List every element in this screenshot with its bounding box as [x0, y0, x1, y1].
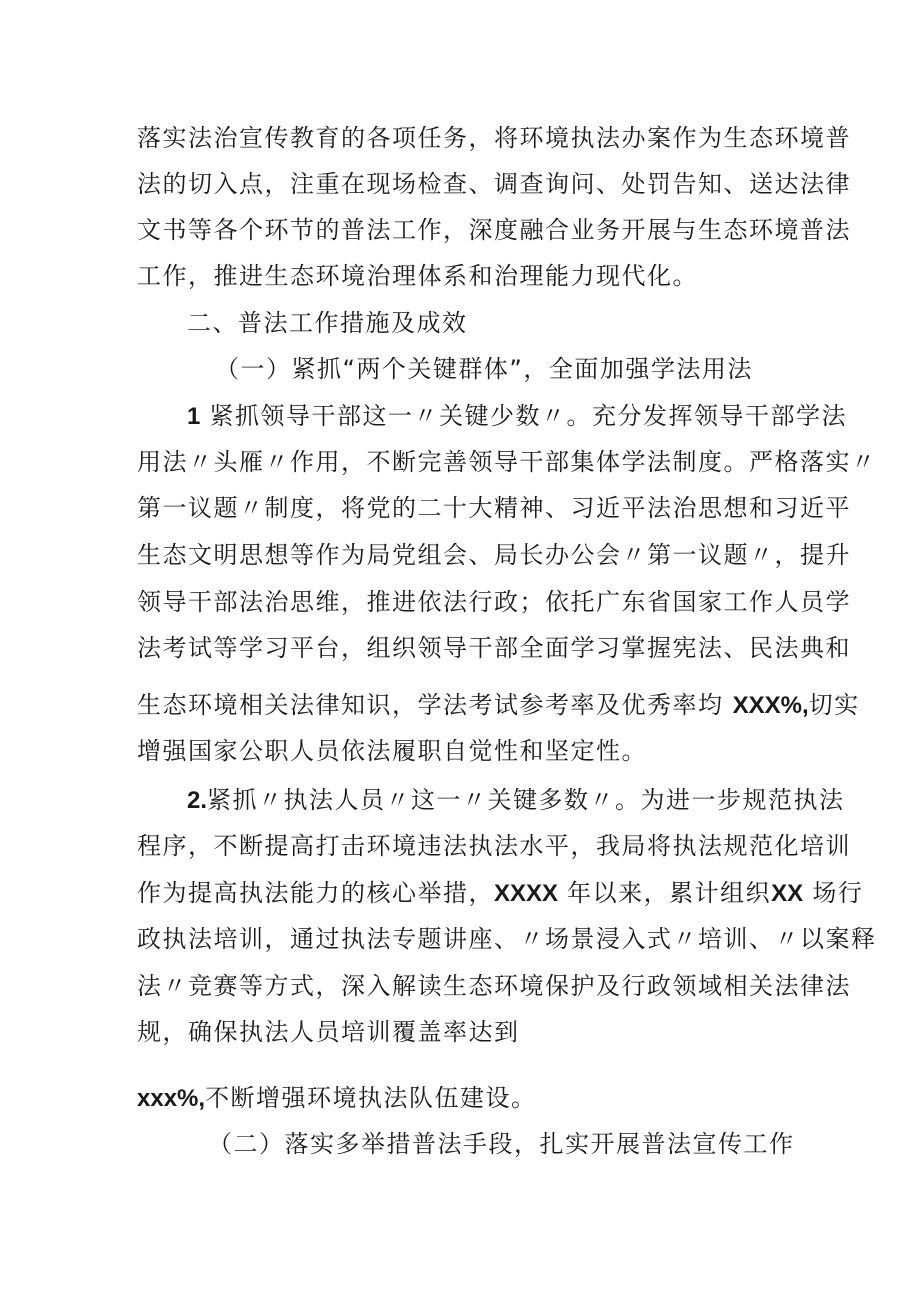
paragraph-line: 生态文明思想等作为局党组会、局长办公会〃第一议题〃，提升 — [137, 541, 851, 569]
item-2-line — [187, 784, 845, 817]
subsection-heading: （二）落实多举措普法手段，扎实开展普法宣传工作 — [208, 1130, 795, 1158]
paragraph-line: 第一议题〃制度，将党的二十大精神、习近平法治思想和习近平 — [137, 494, 851, 522]
paragraph-text: 年以来，累计组织 — [567, 879, 772, 907]
paragraph-line: 增强国家公职人员依法履职自觉性和坚定性。 — [137, 737, 647, 765]
paragraph-line: 法〃竞赛等方式，深入解读生态环境保护及行政领域相关法律法 — [137, 972, 851, 1000]
paragraph-line: 法的切入点，注重在现场检查、调查询问、处罚告知、送达法律 — [137, 170, 851, 198]
paragraph-line: 用法〃头雁〃作用，不断完善领导干部集体学法制度。严格落实〃 — [137, 448, 877, 476]
paragraph-text: 不断增强环境执法队伍建设。 — [205, 1084, 537, 1112]
rate-value: XXX%, — [732, 692, 809, 719]
year-value: XXXX — [494, 880, 559, 907]
section-heading: 二、普法工作措施及成效 — [187, 309, 468, 337]
paragraph-line — [137, 689, 860, 722]
paragraph-text: 场行 — [812, 879, 864, 907]
subsection-heading: （一）紧抓“两个关键群体”，全面加强学法用法 — [215, 355, 753, 383]
item-1-line — [187, 400, 847, 433]
paragraph-line: 落实法治宣传教育的各项任务，将环境执法办案作为生态环境普 — [137, 124, 851, 152]
paragraph-text: 作为提高执法能力的核心举措， — [137, 879, 494, 907]
paragraph-line — [137, 1082, 537, 1115]
item-number: 1 — [187, 403, 201, 430]
item-text: 紧抓〃执法人员〃这一〃关键多数〃。为进一步规范执法 — [207, 786, 845, 814]
rate-value: xxx%, — [137, 1085, 206, 1112]
paragraph-line: 政执法培训，通过执法专题讲座、〃场景浸入式〃培训、〃以案释 — [137, 925, 877, 953]
paragraph-line — [137, 877, 863, 910]
item-text: 紧抓领导干部这一〃关键少数〃。充分发挥领导干部学法 — [209, 402, 847, 430]
paragraph-line: 程序，不断提高打击环境违法执法水平，我局将执法规范化培训 — [137, 832, 851, 860]
paragraph-line: 领导干部法治思维，推进依法行政；依托广东省国家工作人员学 — [137, 588, 851, 616]
paragraph-line: 文书等各个环节的普法工作，深度融合业务开展与生态环境普法 — [137, 216, 851, 244]
paragraph-line: 法考试等学习平台，组织领导干部全面学习掌握宪法、民法典和 — [137, 634, 851, 662]
paragraph-text: 生态环境相关法律知识，学法考试参考率及优秀率均 — [137, 691, 724, 719]
paragraph-line: 规，确保执法人员培训覆盖率达到 — [137, 1018, 520, 1046]
paragraph-text: 切实 — [808, 691, 860, 719]
paragraph-line: 工作，推进生态环境治理体系和治理能力现代化。 — [137, 262, 698, 290]
item-number: 2. — [187, 787, 208, 814]
count-value: XX — [771, 880, 804, 907]
